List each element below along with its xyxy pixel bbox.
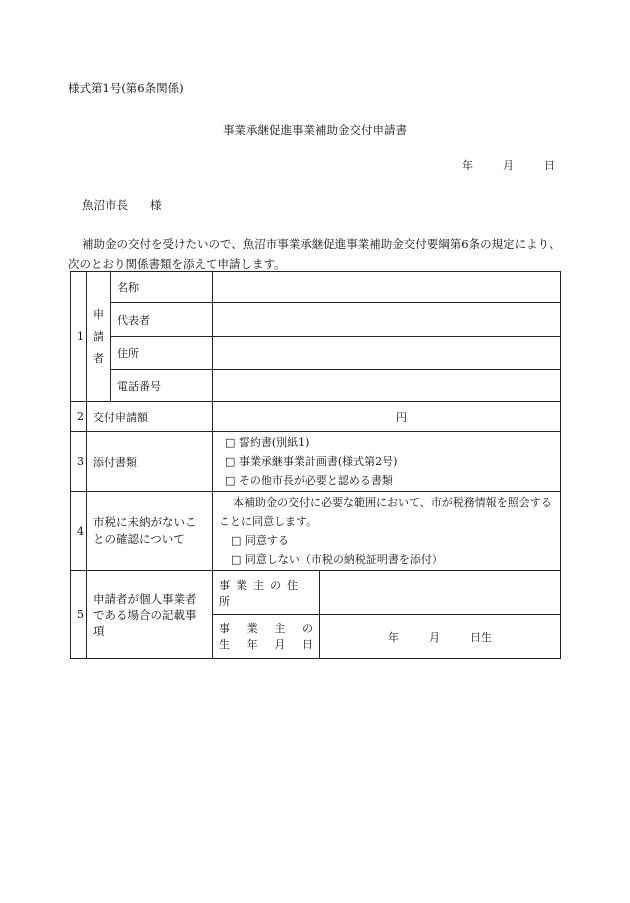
sole-proprietor-label: 申請者が個人事業者である場合の記載事項 (87, 571, 213, 659)
birth-label-char: 月 (274, 637, 286, 651)
birth-year: 年 (388, 630, 399, 644)
form-number-label: 様式第1号(第6条関係) (68, 81, 184, 95)
amount-input-cell[interactable] (213, 402, 561, 432)
date-month: 月 (503, 159, 514, 172)
document-title: 事業承継促進事業補助金交付申請書 (223, 123, 407, 137)
intro-paragraph: 補助金の交付を受けたいので、魚沼市事業承継促進事業補助金交付要綱第6条の規定により、次のとおり関係書類を添えて申請します。 (68, 237, 561, 271)
row3-number: 3 (71, 432, 87, 492)
birth-label-line1 (219, 621, 313, 637)
birth-label-char: の (301, 621, 313, 635)
owner-birthdate-label (213, 615, 320, 659)
applicant-label-char: 申 (93, 307, 104, 321)
consent-agree-option[interactable]: □ 同意する (231, 534, 289, 547)
tax-consent-cell (213, 492, 561, 571)
field-label-phone: 電話番号 (111, 370, 213, 402)
row2-number: 2 (71, 402, 87, 432)
birth-label-char: 業 (246, 621, 258, 635)
yen-unit: 円 (396, 410, 407, 424)
date-day: 日 (544, 159, 555, 172)
consent-disagree-option[interactable]: □ 同意しない（市税の納税証明書を添付） (231, 553, 443, 566)
addressee-honorific: 様 (150, 198, 162, 212)
address-input-cell[interactable] (213, 337, 561, 370)
addressee-name: 魚沼市長 (82, 198, 128, 212)
row5-number: 5 (71, 571, 87, 659)
date-year: 年 (462, 159, 473, 172)
tax-consent-text: 本補助金の交付に必要な範囲において、市が税務情報を照会することに同意します。 (219, 496, 552, 528)
tax-confirmation-label: 市税に未納がないことの確認について (87, 492, 213, 571)
attachment-item-business-plan[interactable]: □ 事業承継事業計画書(様式第2号) (225, 455, 398, 468)
date-line (462, 157, 555, 173)
owner-address-input-cell[interactable] (320, 571, 561, 615)
row4-number: 4 (71, 492, 87, 571)
birth-label-char: 年 (246, 637, 258, 651)
birth-month: 月 (429, 630, 440, 644)
owner-birthdate-input-cell[interactable] (320, 615, 561, 659)
attachments-label: 添付書類 (87, 432, 213, 492)
birth-label-line2 (219, 637, 313, 653)
application-form-table (70, 271, 561, 659)
birth-label-char: 主 (274, 621, 286, 635)
birth-label-char: 日 (301, 637, 313, 651)
birth-day: 日生 (470, 630, 492, 644)
birth-label-char: 生 (219, 637, 230, 651)
amount-label: 交付申請額 (87, 402, 213, 432)
applicant-label (87, 272, 111, 402)
row1-number: 1 (71, 272, 87, 402)
birth-label-char: 事 (219, 621, 230, 635)
attachment-item-pledge[interactable]: □ 誓約書(別紙1) (225, 436, 310, 449)
representative-input-cell[interactable] (213, 303, 561, 337)
name-input-cell[interactable] (213, 272, 561, 303)
field-label-address: 住所 (111, 337, 213, 370)
field-label-representative: 代表者 (111, 303, 213, 337)
phone-input-cell[interactable] (213, 370, 561, 402)
attachments-list (213, 432, 561, 492)
applicant-label-char: 請 (93, 329, 104, 343)
attachment-item-other[interactable]: □ その他市長が必要と認める書類 (225, 474, 393, 487)
applicant-label-char: 者 (93, 351, 104, 365)
addressee (82, 197, 162, 213)
owner-address-label: 事業主の住所 (213, 571, 320, 615)
field-label-name: 名称 (111, 272, 213, 303)
